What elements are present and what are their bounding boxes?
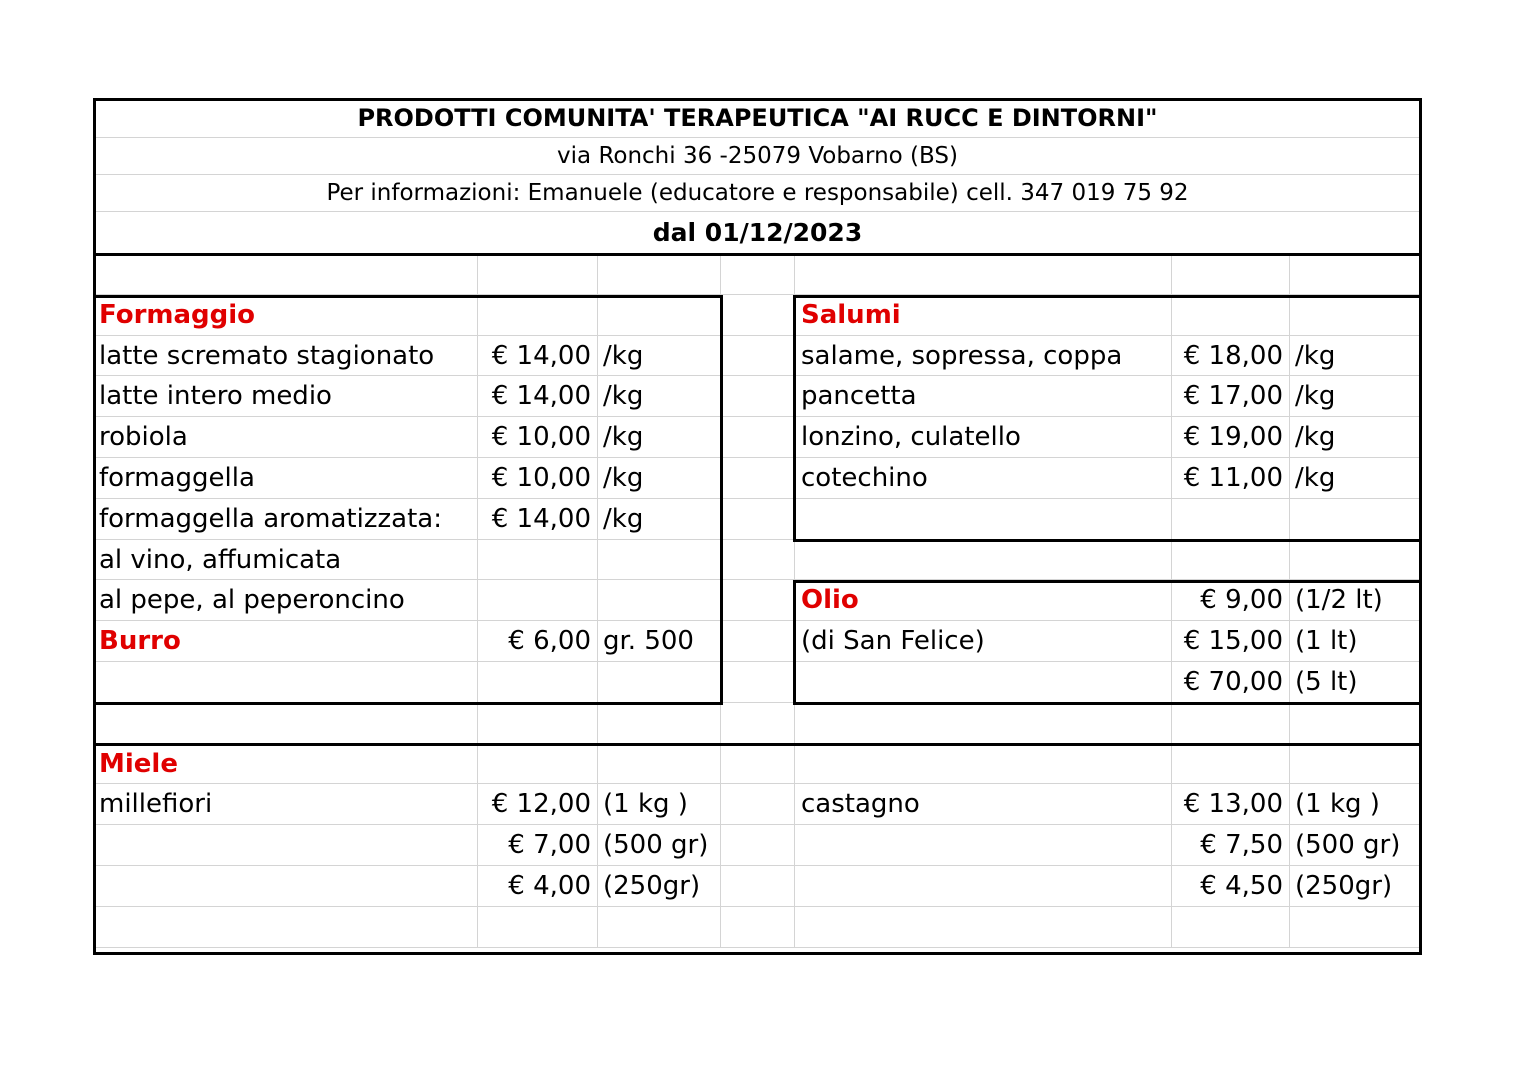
price-cell — [1172, 907, 1290, 948]
price-cell: € 7,00 — [478, 825, 598, 866]
price-cell: € 6,00 — [478, 621, 598, 662]
price-cell — [1172, 295, 1290, 336]
product-name-cell: al pepe, al peperoncino — [93, 580, 478, 621]
spacer-cell — [721, 499, 795, 540]
product-name-cell: cotechino — [795, 458, 1172, 499]
unit-cell: /kg — [598, 417, 721, 458]
spacer-cell — [721, 336, 795, 377]
category-label-cell: Miele — [93, 744, 478, 785]
spacer-cell — [721, 784, 795, 825]
unit-cell: (5 lt) — [1290, 662, 1422, 703]
spacer-cell — [721, 621, 795, 662]
unit-cell — [598, 703, 721, 744]
price-cell — [478, 295, 598, 336]
unit-cell: /kg — [1290, 376, 1422, 417]
price-cell — [478, 662, 598, 703]
unit-cell — [1290, 744, 1422, 785]
product-name-cell: castagno — [795, 784, 1172, 825]
unit-cell — [598, 744, 721, 785]
price-cell — [478, 744, 598, 785]
price-cell: € 10,00 — [478, 458, 598, 499]
spacer-cell — [721, 825, 795, 866]
price-cell: € 11,00 — [1172, 458, 1290, 499]
price-cell: € 18,00 — [1172, 336, 1290, 377]
price-cell — [1172, 744, 1290, 785]
product-name-cell — [795, 866, 1172, 907]
spacer-cell — [721, 458, 795, 499]
product-name-cell: formaggella — [93, 458, 478, 499]
unit-cell: (500 gr) — [1290, 825, 1422, 866]
price-cell: € 13,00 — [1172, 784, 1290, 825]
unit-cell: /kg — [1290, 458, 1422, 499]
product-name-cell: al vino, affumicata — [93, 540, 478, 581]
unit-cell — [1290, 254, 1422, 295]
sheet-title: PRODOTTI COMUNITA' TERAPEUTICA "AI RUCC E DINTORNI" — [93, 98, 1422, 138]
price-cell — [478, 703, 598, 744]
unit-cell: (250gr) — [598, 866, 721, 907]
price-cell — [1172, 254, 1290, 295]
spacer-cell — [721, 580, 795, 621]
unit-cell — [598, 662, 721, 703]
unit-cell: (1/2 lt) — [1290, 580, 1422, 621]
product-name-cell: pancetta — [795, 376, 1172, 417]
unit-cell: (500 gr) — [598, 825, 721, 866]
price-cell: € 14,00 — [478, 499, 598, 540]
spacer-cell — [721, 907, 795, 948]
unit-cell — [1290, 540, 1422, 581]
product-name-cell — [93, 703, 478, 744]
product-name-cell — [93, 907, 478, 948]
product-name-cell: lonzino, culatello — [795, 417, 1172, 458]
product-name-cell — [795, 662, 1172, 703]
unit-cell: (250gr) — [1290, 866, 1422, 907]
spacer-cell — [721, 866, 795, 907]
unit-cell: (1 kg ) — [1290, 784, 1422, 825]
price-cell — [478, 254, 598, 295]
unit-cell — [598, 295, 721, 336]
price-cell: € 15,00 — [1172, 621, 1290, 662]
product-name-cell — [93, 254, 478, 295]
product-name-cell — [93, 866, 478, 907]
unit-cell — [1290, 499, 1422, 540]
price-cell — [478, 540, 598, 581]
product-name-cell: (di San Felice) — [795, 621, 1172, 662]
product-name-cell: latte intero medio — [93, 376, 478, 417]
unit-cell: (1 kg ) — [598, 784, 721, 825]
product-name-cell — [795, 825, 1172, 866]
unit-cell: gr. 500 — [598, 621, 721, 662]
unit-cell — [1290, 703, 1422, 744]
product-name-cell: latte scremato stagionato — [93, 336, 478, 377]
spacer-cell — [721, 703, 795, 744]
spacer-cell — [721, 295, 795, 336]
price-cell: € 14,00 — [478, 336, 598, 377]
price-cell: € 14,00 — [478, 376, 598, 417]
product-name-cell — [795, 907, 1172, 948]
spacer-cell — [721, 540, 795, 581]
product-name-cell: millefiori — [93, 784, 478, 825]
price-cell: € 4,50 — [1172, 866, 1290, 907]
price-cell: € 9,00 — [1172, 580, 1290, 621]
unit-cell: /kg — [598, 458, 721, 499]
spacer-cell — [721, 744, 795, 785]
product-name-cell — [795, 703, 1172, 744]
price-cell — [478, 580, 598, 621]
price-cell: € 7,50 — [1172, 825, 1290, 866]
spacer-cell — [721, 376, 795, 417]
unit-cell — [1290, 907, 1422, 948]
spacer-cell — [721, 662, 795, 703]
category-label-cell: Olio — [795, 580, 1172, 621]
price-cell: € 4,00 — [478, 866, 598, 907]
price-list-sheet — [93, 98, 1422, 955]
product-name-cell — [795, 254, 1172, 295]
product-name-cell: formaggella aromatizzata: — [93, 499, 478, 540]
product-name-cell — [795, 540, 1172, 581]
contact-line: Per informazioni: Emanuele (educatore e responsabile) cell. 347 019 75 92 — [93, 175, 1422, 212]
product-name-cell: robiola — [93, 417, 478, 458]
unit-cell — [598, 907, 721, 948]
price-cell: € 17,00 — [1172, 376, 1290, 417]
product-name-cell — [93, 825, 478, 866]
product-name-cell — [795, 499, 1172, 540]
category-label-cell: Formaggio — [93, 295, 478, 336]
spacer-cell — [721, 417, 795, 458]
price-cell: € 10,00 — [478, 417, 598, 458]
price-cell: € 12,00 — [478, 784, 598, 825]
unit-cell — [598, 580, 721, 621]
category-label-cell: Salumi — [795, 295, 1172, 336]
category-label-cell: Burro — [93, 621, 478, 662]
price-cell: € 70,00 — [1172, 662, 1290, 703]
unit-cell — [598, 540, 721, 581]
unit-cell: /kg — [1290, 336, 1422, 377]
address-line: via Ronchi 36 -25079 Vobarno (BS) — [93, 138, 1422, 175]
unit-cell: /kg — [598, 499, 721, 540]
price-cell — [1172, 540, 1290, 581]
product-name-cell — [93, 662, 478, 703]
price-cell: € 19,00 — [1172, 417, 1290, 458]
product-name-cell: salame, sopressa, coppa — [795, 336, 1172, 377]
unit-cell: /kg — [1290, 417, 1422, 458]
price-cell — [1172, 703, 1290, 744]
price-cell — [478, 907, 598, 948]
price-cell — [1172, 499, 1290, 540]
spacer-cell — [721, 254, 795, 295]
unit-cell: (1 lt) — [1290, 621, 1422, 662]
unit-cell — [1290, 295, 1422, 336]
unit-cell — [598, 254, 721, 295]
valid-from-date: dal 01/12/2023 — [652, 218, 863, 247]
product-name-cell — [795, 744, 1172, 785]
unit-cell: /kg — [598, 376, 721, 417]
unit-cell: /kg — [598, 336, 721, 377]
